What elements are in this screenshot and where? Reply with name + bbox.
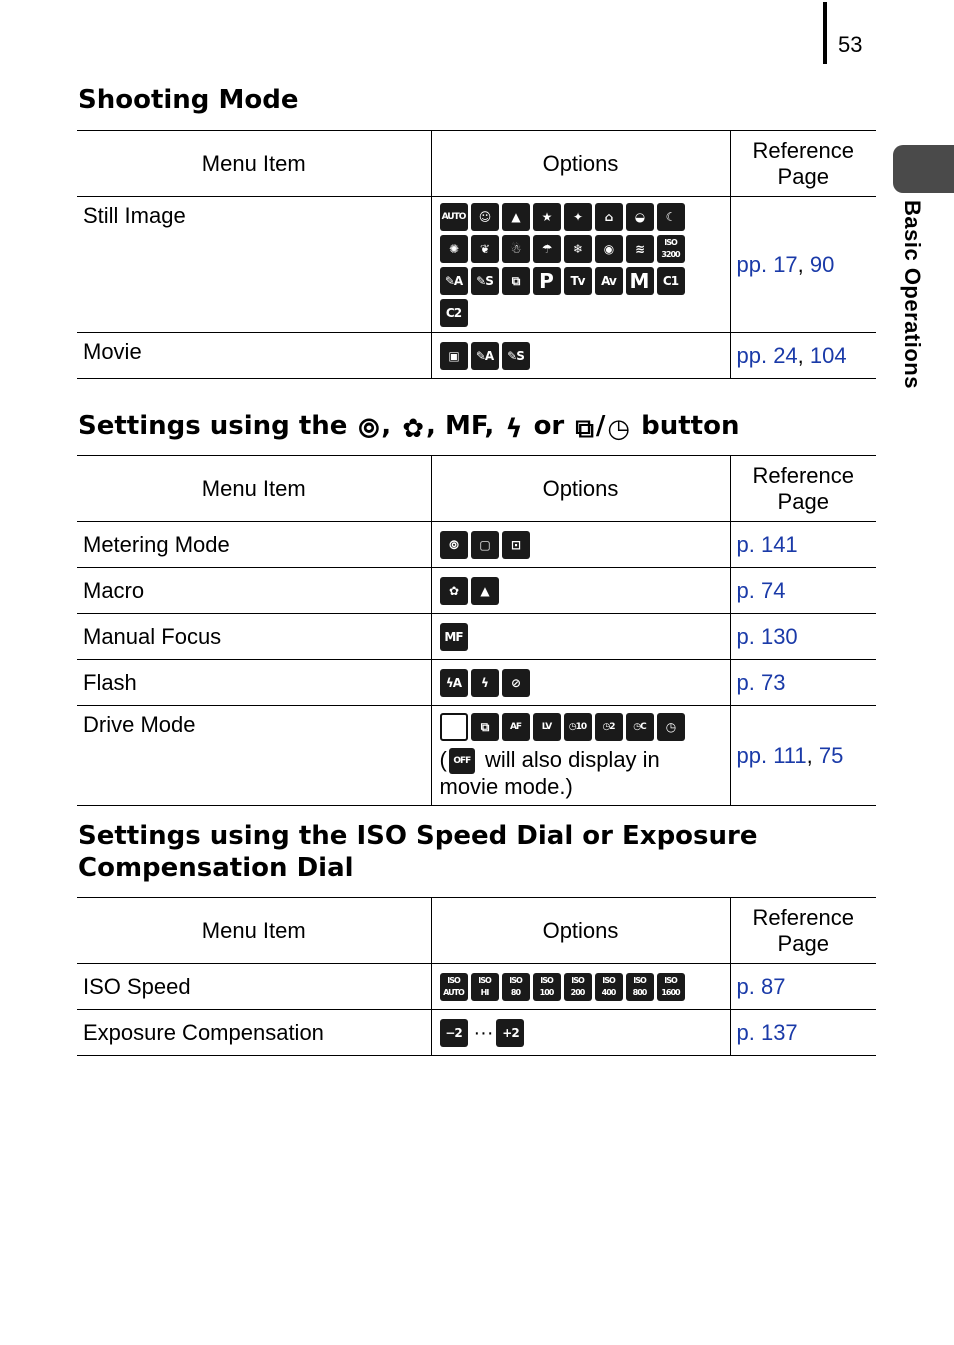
table-header-row xyxy=(77,131,876,197)
ref-link[interactable]: p. 130 xyxy=(736,623,798,649)
section-title-iso-exposure: Settings using the ISO Speed Dial or Exposure Compensation Dial xyxy=(78,821,758,883)
header-menu-item: Menu Item xyxy=(77,898,431,964)
continuous-lv-icon: LV xyxy=(533,713,561,741)
header-reference-page: Reference Page xyxy=(730,456,876,522)
continuous-af-icon: AF xyxy=(502,713,530,741)
reference-flash xyxy=(730,660,876,706)
menu-item-manual-focus: Manual Focus xyxy=(77,614,431,660)
evaluative-metering-icon: ⦾ xyxy=(440,531,468,559)
iso3200-icon: ISO 3200 xyxy=(657,235,685,263)
table-row xyxy=(77,964,876,1010)
reference-still-image: pp. 17, 90 xyxy=(730,197,876,333)
macro-icon: ✿ xyxy=(402,414,425,444)
face-timer-icon: ◷ xyxy=(657,713,685,741)
ref-link[interactable]: 75 xyxy=(818,742,844,768)
aperture-priority-icon: Av xyxy=(595,267,623,295)
reference-iso-speed xyxy=(730,964,876,1010)
table-row xyxy=(77,197,876,333)
iso-auto-icon: ISO AUTO xyxy=(440,973,468,1001)
iso-exposure-table xyxy=(77,897,876,1056)
page-number: 53 xyxy=(838,32,863,57)
options-drive-mode xyxy=(431,706,730,806)
custom1-icon: C1 xyxy=(657,267,685,295)
shooting-mode-table xyxy=(77,130,876,379)
color-accent-icon: ✎A xyxy=(440,267,468,295)
auto-mode-icon: AUTO xyxy=(440,203,468,231)
ref-link[interactable]: 90 xyxy=(809,251,835,277)
header-reference-page: Reference Page xyxy=(730,131,876,197)
ref-link[interactable]: 104 xyxy=(809,342,847,368)
manual-focus-icon: MF xyxy=(440,623,468,651)
continuous-shooting-icon: ⧉ xyxy=(575,414,594,444)
kids-pets-icon: ✦ xyxy=(564,203,592,231)
ref-link[interactable]: p. 87 xyxy=(736,973,786,999)
iso-100-icon: ISO 100 xyxy=(533,973,561,1001)
table-header-row xyxy=(77,456,876,522)
options-movie xyxy=(431,333,730,379)
header-reference-page: Reference Page xyxy=(730,898,876,964)
exposure-plus-icon: +2 xyxy=(496,1019,524,1047)
settings-buttons-table xyxy=(77,455,876,806)
menu-item-drive-mode: Drive Mode xyxy=(77,706,431,806)
table-row xyxy=(77,660,876,706)
aquarium-icon: ◉ xyxy=(595,235,623,263)
header-options: Options xyxy=(431,131,730,197)
ref-link[interactable]: p. 137 xyxy=(736,1019,798,1045)
macro-icon: ✿ xyxy=(440,577,468,605)
table-row xyxy=(77,333,876,379)
center-weighted-icon: ▢ xyxy=(471,531,499,559)
options-iso-speed xyxy=(431,964,730,1010)
night-snapshot-icon: ★ xyxy=(533,203,561,231)
reference-macro xyxy=(730,568,876,614)
metering-icon: ⦾ xyxy=(358,414,380,444)
timer-2s-icon: ◷2 xyxy=(595,713,623,741)
menu-item-macro: Macro xyxy=(77,568,431,614)
continuous-icon: ⧉ xyxy=(471,713,499,741)
iso-1600-icon: ISO 1600 xyxy=(657,973,685,1001)
shutter-priority-icon: Tv xyxy=(564,267,592,295)
header-options: Options xyxy=(431,456,730,522)
landscape-icon: ▲ xyxy=(502,203,530,231)
ref-link[interactable]: p. 141 xyxy=(736,531,798,557)
table-row xyxy=(77,614,876,660)
iso-800-icon: ISO 800 xyxy=(626,973,654,1001)
ref-link[interactable]: pp. 17 xyxy=(736,251,798,277)
header-menu-item: Menu Item xyxy=(77,456,431,522)
custom2-icon: C2 xyxy=(440,299,468,327)
fireworks-icon: ✺ xyxy=(440,235,468,263)
exposure-minus-icon: −2 xyxy=(440,1019,468,1047)
underwater-icon: ❄ xyxy=(564,235,592,263)
menu-item-iso-speed: ISO Speed xyxy=(77,964,431,1010)
table-row xyxy=(77,1010,876,1056)
reference-metering-mode xyxy=(730,522,876,568)
options-flash xyxy=(431,660,730,706)
ref-link[interactable]: p. 73 xyxy=(736,669,786,695)
table-row xyxy=(77,522,876,568)
movie-color-swap-icon: ✎S xyxy=(502,342,530,370)
menu-item-still-image: Still Image xyxy=(77,197,431,333)
table-row xyxy=(77,706,876,806)
single-shot-icon xyxy=(440,713,468,741)
flash-icon: ϟ xyxy=(505,414,523,444)
reference-exposure-compensation xyxy=(730,1010,876,1056)
options-manual-focus xyxy=(431,614,730,660)
menu-item-flash: Flash xyxy=(77,660,431,706)
range-ellipsis: ··· xyxy=(473,1021,494,1044)
spot-metering-icon: ⊡ xyxy=(502,531,530,559)
options-still-image xyxy=(431,197,730,333)
reference-movie: pp. 24, 104 xyxy=(730,333,876,379)
manual-mode-icon: M xyxy=(626,267,654,295)
portrait-icon: ☺ xyxy=(471,203,499,231)
header-menu-item: Menu Item xyxy=(77,131,431,197)
section-title-settings-buttons: Settings using the ⦾, ✿, MF, ϟ or ⧉/◷ button xyxy=(78,411,740,444)
timer-custom-icon: ◷C xyxy=(626,713,654,741)
side-tab xyxy=(893,145,954,193)
side-label: Basic Operations xyxy=(900,200,925,389)
ref-link[interactable]: pp. 24 xyxy=(736,342,798,368)
iso-80-icon: ISO 80 xyxy=(502,973,530,1001)
sunset-icon: ◒ xyxy=(626,203,654,231)
ref-link[interactable]: pp. 111 xyxy=(736,742,807,768)
options-macro xyxy=(431,568,730,614)
beach-icon: ☂ xyxy=(533,235,561,263)
page-rule xyxy=(823,2,827,64)
stitch-assist-icon: ⧉ xyxy=(502,267,530,295)
flash-off-icon: ⊘ xyxy=(502,669,530,697)
iso-200-icon: ISO 200 xyxy=(564,973,592,1001)
auto-flash-icon: ϟA xyxy=(440,669,468,697)
reference-manual-focus xyxy=(730,614,876,660)
menu-item-exposure-compensation: Exposure Compensation xyxy=(77,1010,431,1056)
options-exposure-compensation xyxy=(431,1010,730,1056)
options-metering-mode xyxy=(431,522,730,568)
movie-color-accent-icon: ✎A xyxy=(471,342,499,370)
program-mode-icon: P xyxy=(533,267,561,295)
section-title-shooting-mode: Shooting Mode xyxy=(78,85,299,115)
drive-mode-note: ( OFF will also display in movie mode.) xyxy=(439,746,660,800)
fish-icon: ≋ xyxy=(626,235,654,263)
snow-icon: ☃ xyxy=(502,235,530,263)
header-options: Options xyxy=(431,898,730,964)
night-scene-icon: ☾ xyxy=(657,203,685,231)
indoor-icon: ⌂ xyxy=(595,203,623,231)
timer-off-icon: OFF xyxy=(449,748,475,774)
color-swap-icon: ✎S xyxy=(471,267,499,295)
table-header-row xyxy=(77,898,876,964)
foliage-icon: ❦ xyxy=(471,235,499,263)
menu-item-movie: Movie xyxy=(77,333,431,379)
iso-hi-icon: ISO HI xyxy=(471,973,499,1001)
menu-item-metering-mode: Metering Mode xyxy=(77,522,431,568)
self-timer-icon: ◷ xyxy=(607,414,631,444)
movie-standard-icon: ▣ xyxy=(440,342,468,370)
infinity-icon: ▲ xyxy=(471,577,499,605)
ref-link[interactable]: p. 74 xyxy=(736,577,786,603)
timer-10s-icon: ◷10 xyxy=(564,713,592,741)
reference-drive-mode: pp. 111, 75 xyxy=(730,706,876,806)
flash-on-icon: ϟ xyxy=(471,669,499,697)
iso-400-icon: ISO 400 xyxy=(595,973,623,1001)
table-row xyxy=(77,568,876,614)
